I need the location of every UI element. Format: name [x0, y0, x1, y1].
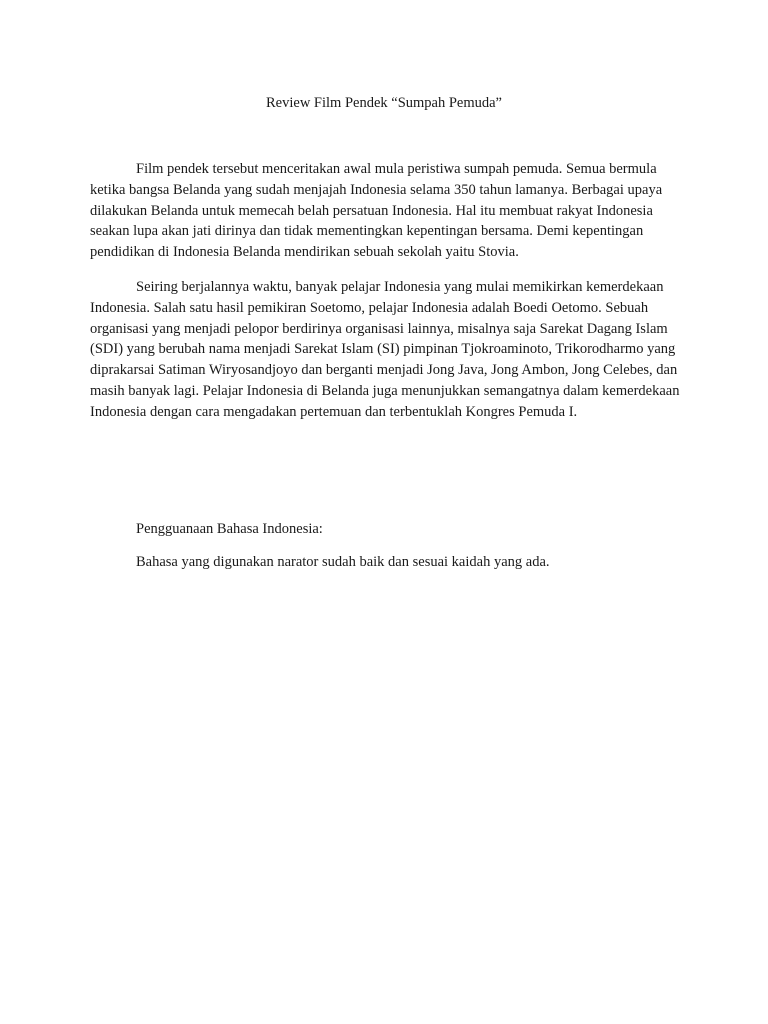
document-body [90, 159, 694, 437]
paragraph-2: Seiring berjalannya waktu, banyak pelajar Indonesia yang mulai memikirkan kemerdekaan Indonesia. Salah satu hasil pemikiran Soetomo, pelajar Indonesia adalah Boedi Oetomo. Sebuah organisasi yang menjadi pelopor berdirinya organisasi lainnya, misalnya saja Sarekat Dagang Islam (SDI) yang berubah nama menjadi Sarekat Islam (SI) pimpinan Tjokroaminoto, Trikorodharmo yang diprakarsai Satiman Wiryosandjoyo dan berganti menjadi Jong Java, Jong Ambon, Jong Celebes, dan masih banyak lagi. Pelajar Indonesia di Belanda juga menunjukkan semangatnya dalam kemerdekaan Indonesia dengan cara mengadakan pertemuan dan terbentuklah Kongres Pemuda I. [90, 278, 680, 420]
paragraph-1: Film pendek tersebut menceritakan awal mula peristiwa sumpah pemuda. Semua bermula ketika bangsa Belanda yang sudah menjajah Indonesia selama 350 tahun lamanya. Berbagai upaya dilakukan Belanda untuk memecah belah persatuan Indonesia. Hal itu membuat rakyat Indonesia seakan lupa akan jati dirinya dan tidak mementingkan kepentingan bersama. Demi kepentingan pendidikan di Indonesia Belanda mendirikan sebuah sekolah yaitu Stovia. [90, 161, 663, 261]
section-text: Bahasa yang digunakan narator sudah baik dan sesuai kaidah yang ada. [136, 553, 550, 570]
section-heading: Pengguanaan Bahasa Indonesia: [136, 521, 323, 537]
language-review-section [136, 519, 696, 585]
document-title: Review Film Pendek “Sumpah Pemuda” [266, 95, 502, 111]
